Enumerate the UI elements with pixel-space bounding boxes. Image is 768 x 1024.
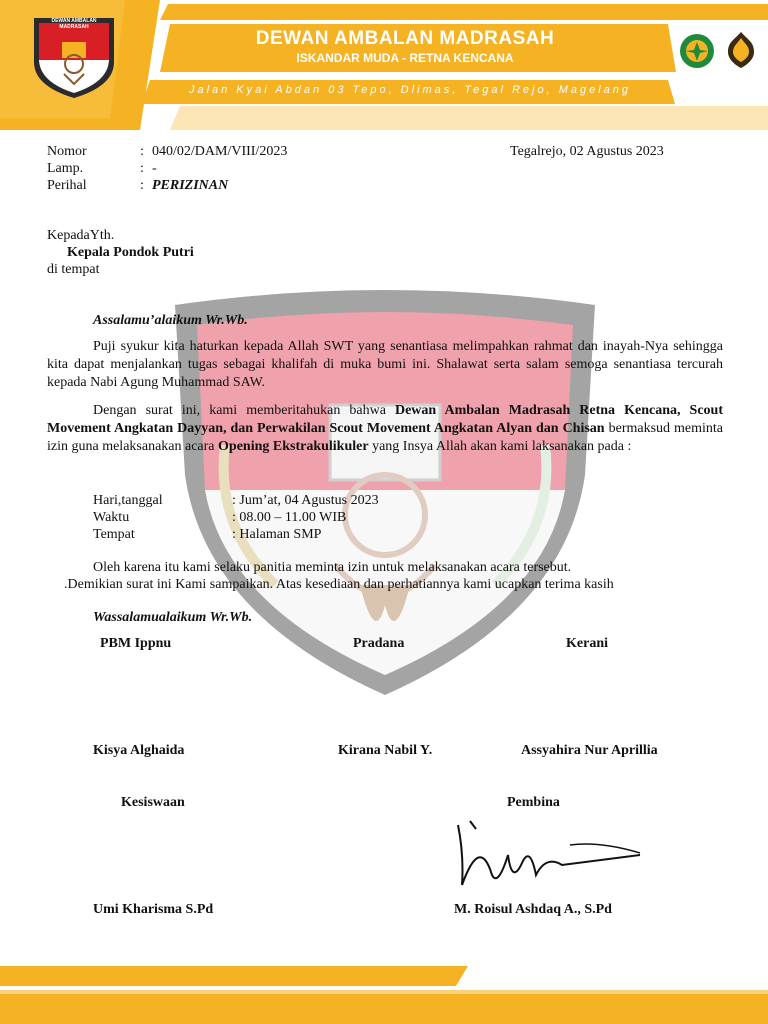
paragraph-intro: Puji syukur kita haturkan kepada Allah SWT yang senantiasa melimpahkan rahmat dan inayah-Nya sehingga kita dapat menjalankan tugas sebagai khalifah di muka bumi ini. Shalawat serta salam semoga senantiasa tercurah kepada Nabi Agung Muhammad SAW. <box>47 339 723 390</box>
tempat-label: Tempat <box>93 527 135 542</box>
handwritten-signature <box>450 815 650 895</box>
signer-role-pradana: Pradana <box>353 636 405 651</box>
waktu-label: Waktu <box>93 510 130 525</box>
signer-name-pbm: Kisya Alghaida <box>93 743 185 758</box>
tempat-value: : Halaman SMP <box>232 527 322 542</box>
paragraph-thanks: .Demikian surat ini Kami sampaikan. Atas kesediaan dan perhatiannya kami ucapkan terima kasih <box>64 577 614 592</box>
signer-name-kesiswaan: Umi Kharisma S.Pd <box>93 902 214 917</box>
nomor-colon: : <box>140 144 144 159</box>
nomor-value: 040/02/DAM/VIII/2023 <box>152 144 288 159</box>
nomor-label: Nomor <box>47 144 87 159</box>
opening-greeting: Assalamu’alaikum Wr.Wb. <box>93 313 248 328</box>
perihal-colon: : <box>140 178 144 193</box>
waktu-value: : 08.00 – 11.00 WIB <box>232 510 347 525</box>
closing-greeting: Wassalamualaikum Wr.Wb. <box>93 610 253 625</box>
letter-date: Tegalrejo, 02 Agustus 2023 <box>510 144 664 159</box>
perihal-label: Perihal <box>47 178 87 193</box>
madrasah-emblem-icon <box>678 32 716 70</box>
signer-role-pembina: Pembina <box>507 795 560 810</box>
organization-address: Jalan Kyai Abdan 03 Tepo, Dlimas, Tegal Rejo, Magelang <box>188 84 632 96</box>
signer-role-kerani: Kerani <box>566 636 608 651</box>
organization-subtitle: ISKANDAR MUDA - RETNA KENCANA <box>296 51 514 65</box>
paragraph-request: Dengan surat ini, kami memberitahukan bahwa Dewan Ambalan Madrasah Retna Kencana, Scout Movement Angkatan Dayyan, dan Perwakilan Scout Movement Angkatan Alyan dan Chisan bermaksud meminta izin guna melaksanakan acara Opening Ekstrakulikuler yang Insya Allah akan kami laksanakan pada : <box>47 403 724 454</box>
recipient-name: Kepala Pondok Putri <box>67 245 194 260</box>
recipient-place: di tempat <box>47 262 100 277</box>
hari-value: : Jum’at, 04 Agustus 2023 <box>232 493 379 508</box>
signer-role-pbm: PBM Ippnu <box>100 636 172 651</box>
lamp-colon: : <box>140 161 144 176</box>
signer-name-pradana: Kirana Nabil Y. <box>338 743 433 758</box>
logo-caption: DEWAN AMBALAN MADRASAH <box>51 18 97 30</box>
signer-name-kerani: Assyahira Nur Aprillia <box>521 743 658 758</box>
signer-role-kesiswaan: Kesiswaan <box>121 795 185 810</box>
perihal-value: PERIZINAN <box>152 178 229 193</box>
recipient-greeting: KepadaYth. <box>47 228 115 243</box>
lamp-value: - <box>152 161 157 176</box>
signer-name-pembina: M. Roisul Ashdaq A., S.Pd <box>454 902 612 917</box>
lamp-label: Lamp. <box>47 161 84 176</box>
scout-emblem-icon <box>724 30 758 70</box>
hari-label: Hari,tanggal <box>93 493 163 508</box>
paragraph-permission: Oleh karena itu kami selaku panitia meminta izin untuk melaksanakan acara tersebut. <box>93 560 572 575</box>
footer-banner <box>0 960 768 1024</box>
organization-name: DEWAN AMBALAN MADRASAH <box>255 28 555 49</box>
